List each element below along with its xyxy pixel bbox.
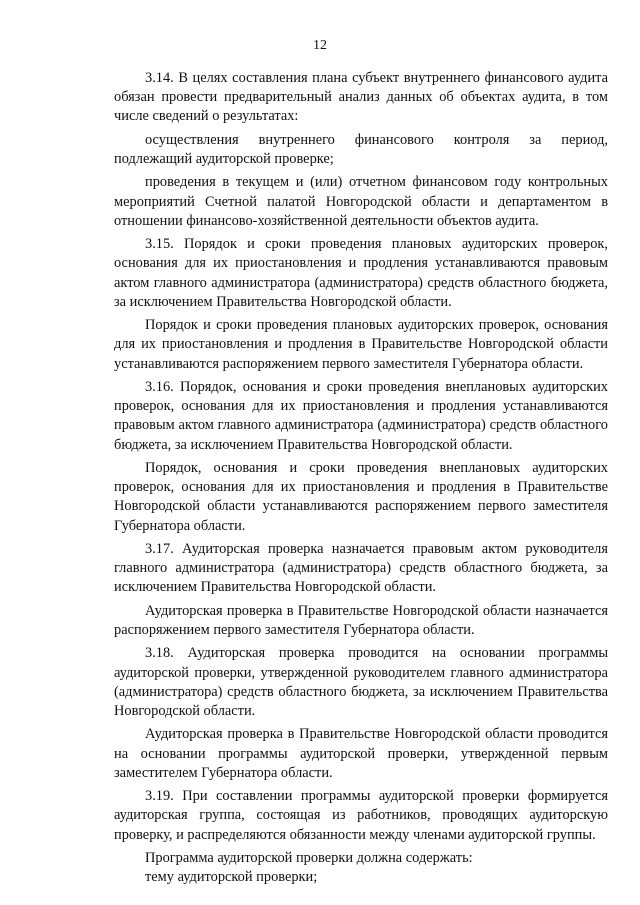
paragraph-audit-appointment-government: Аудиторская проверка в Правительстве Новгородской области назначается распоряжением первого заместителя Губернатора области. bbox=[114, 602, 608, 638]
paragraph-3-15: 3.15. Порядок и сроки проведения плановых аудиторских проверок, основания для их приостановления и продления устанавливаются правовым актом главного администратора (администратора) средств областного бюджета, за исключением Правительства Новгородской области. bbox=[114, 236, 608, 310]
paragraph-program-contents: Программа аудиторской проверки должна содержать: bbox=[145, 849, 473, 866]
paragraph-3-17: 3.17. Аудиторская проверка назначается правовым актом руководителя главного администратора (администратора) средств областного бюджета, за исключением Правительства Новгородской области. bbox=[114, 540, 608, 596]
paragraph-audit-topic: тему аудиторской проверки; bbox=[145, 869, 318, 886]
document-body bbox=[114, 69, 608, 887]
paragraph-planned-audits-government: Порядок и сроки проведения плановых аудиторских проверок, основания для их приостановления и продления в Правительстве Новгородской области устанавливаются распоряжением первого заместителя Губернатора области. bbox=[114, 317, 608, 372]
page-number: 12 bbox=[313, 38, 327, 53]
paragraph-3-16: 3.16. Порядок, основания и сроки проведения внеплановых аудиторских проверок, основания для их приостановления и продления устанавливаются правовым актом главного администратора (администратора) средств областного бюджета, за исключением Правительства Новгородской области. bbox=[114, 378, 608, 453]
paragraph-control-measures: проведения в текущем и (или) отчетном финансовом году контрольных мероприятий Счетной палатой Новгородской области и департаментом в отношении финансово-хозяйственной деятельности объектов аудита. bbox=[114, 174, 608, 229]
paragraph-3-19: 3.19. При составлении программы аудиторской проверки формируется аудиторская группа, состоящая из работников, проводящих аудиторскую проверку, и распределяются обязанности между членами аудиторской группы. bbox=[114, 788, 608, 843]
paragraph-audit-program-government: Аудиторская проверка в Правительстве Новгородской области проводится на основании программы аудиторской проверки, утвержденной первым заместителем Губернатора области. bbox=[114, 726, 608, 781]
paragraph-internal-control: осуществления внутреннего финансового контроля за период, подлежащий аудиторской проверке; bbox=[114, 131, 608, 167]
paragraph-unplanned-audits-government: Порядок, основания и сроки проведения внеплановых аудиторских проверок, основания для их приостановления и продления в Правительстве Новгородской области устанавливаются распоряжением первого заместителя Губернатора области. bbox=[114, 459, 608, 534]
paragraph-3-14: 3.14. В целях составления плана субъект внутреннего финансового аудита обязан провести предварительный анализ данных об объектах аудита, в том числе сведений о результатах: bbox=[114, 70, 608, 125]
paragraph-3-18: 3.18. Аудиторская проверка проводится на основании программы аудиторской проверки, утвержденной руководителем главного администратора (администратора) средств областного бюджета, за исключением Правительства Новгородской области. bbox=[114, 645, 608, 719]
